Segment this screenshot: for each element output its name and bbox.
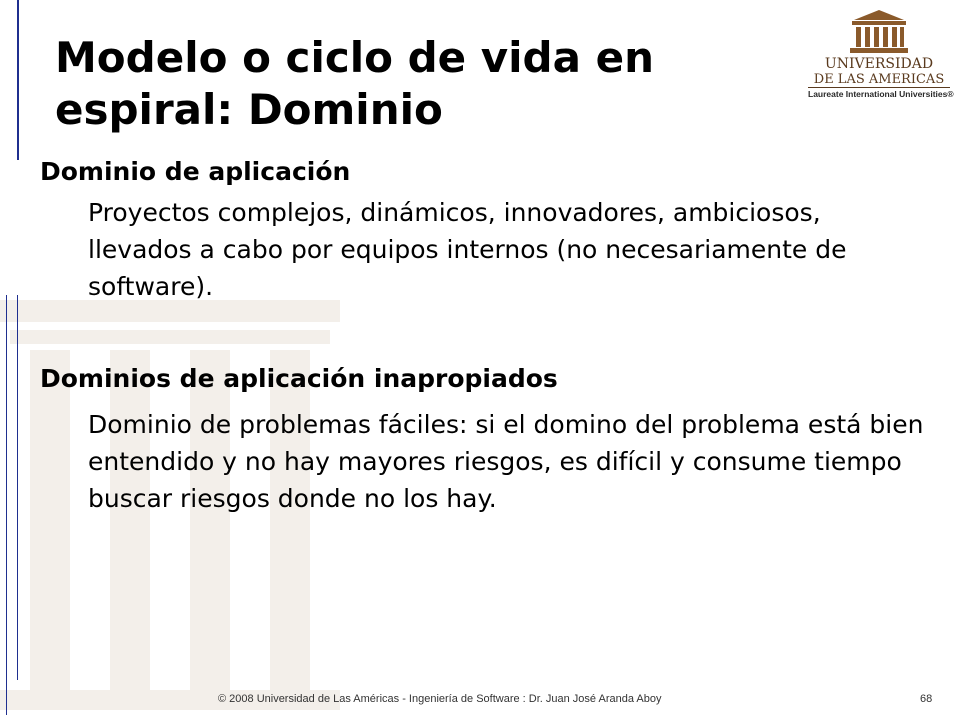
logo-line-1: UNIVERSIDAD: [824, 56, 934, 72]
footer-copyright: © 2008 Universidad de Las Américas - Ingeniería de Software : Dr. Juan José Aranda Aboy: [218, 693, 662, 705]
section-heading-2: Dominios de aplicación inapropiados: [40, 364, 558, 393]
section-heading-1: Dominio de aplicación: [40, 157, 351, 186]
logo-rule: [808, 87, 950, 88]
building-icon: [808, 8, 950, 56]
page-number: 68: [920, 693, 933, 705]
section-body-1: Proyectos complejos, dinámicos, innovadores, ambiciosos, llevados a cabo por equipos internos (no necesariamente de software).: [88, 198, 847, 301]
university-logo: [808, 8, 954, 100]
slide-title: Modelo o ciclo de vida en espiral: Dominio: [55, 33, 654, 134]
accent-line-top: [17, 0, 19, 160]
accent-line-bottom: [6, 295, 7, 715]
section-body-2: Dominio de problemas fáciles: si el domino del problema está bien entendido y no hay mayores riesgos, es difícil y consume tiempo buscar riesgos donde no los hay.: [88, 410, 924, 513]
logo-line-3: Laureate International Universities®: [808, 89, 954, 99]
accent-line-bottom-2: [17, 295, 18, 680]
logo-line-2: DE LAS AMERICAS: [813, 72, 945, 87]
